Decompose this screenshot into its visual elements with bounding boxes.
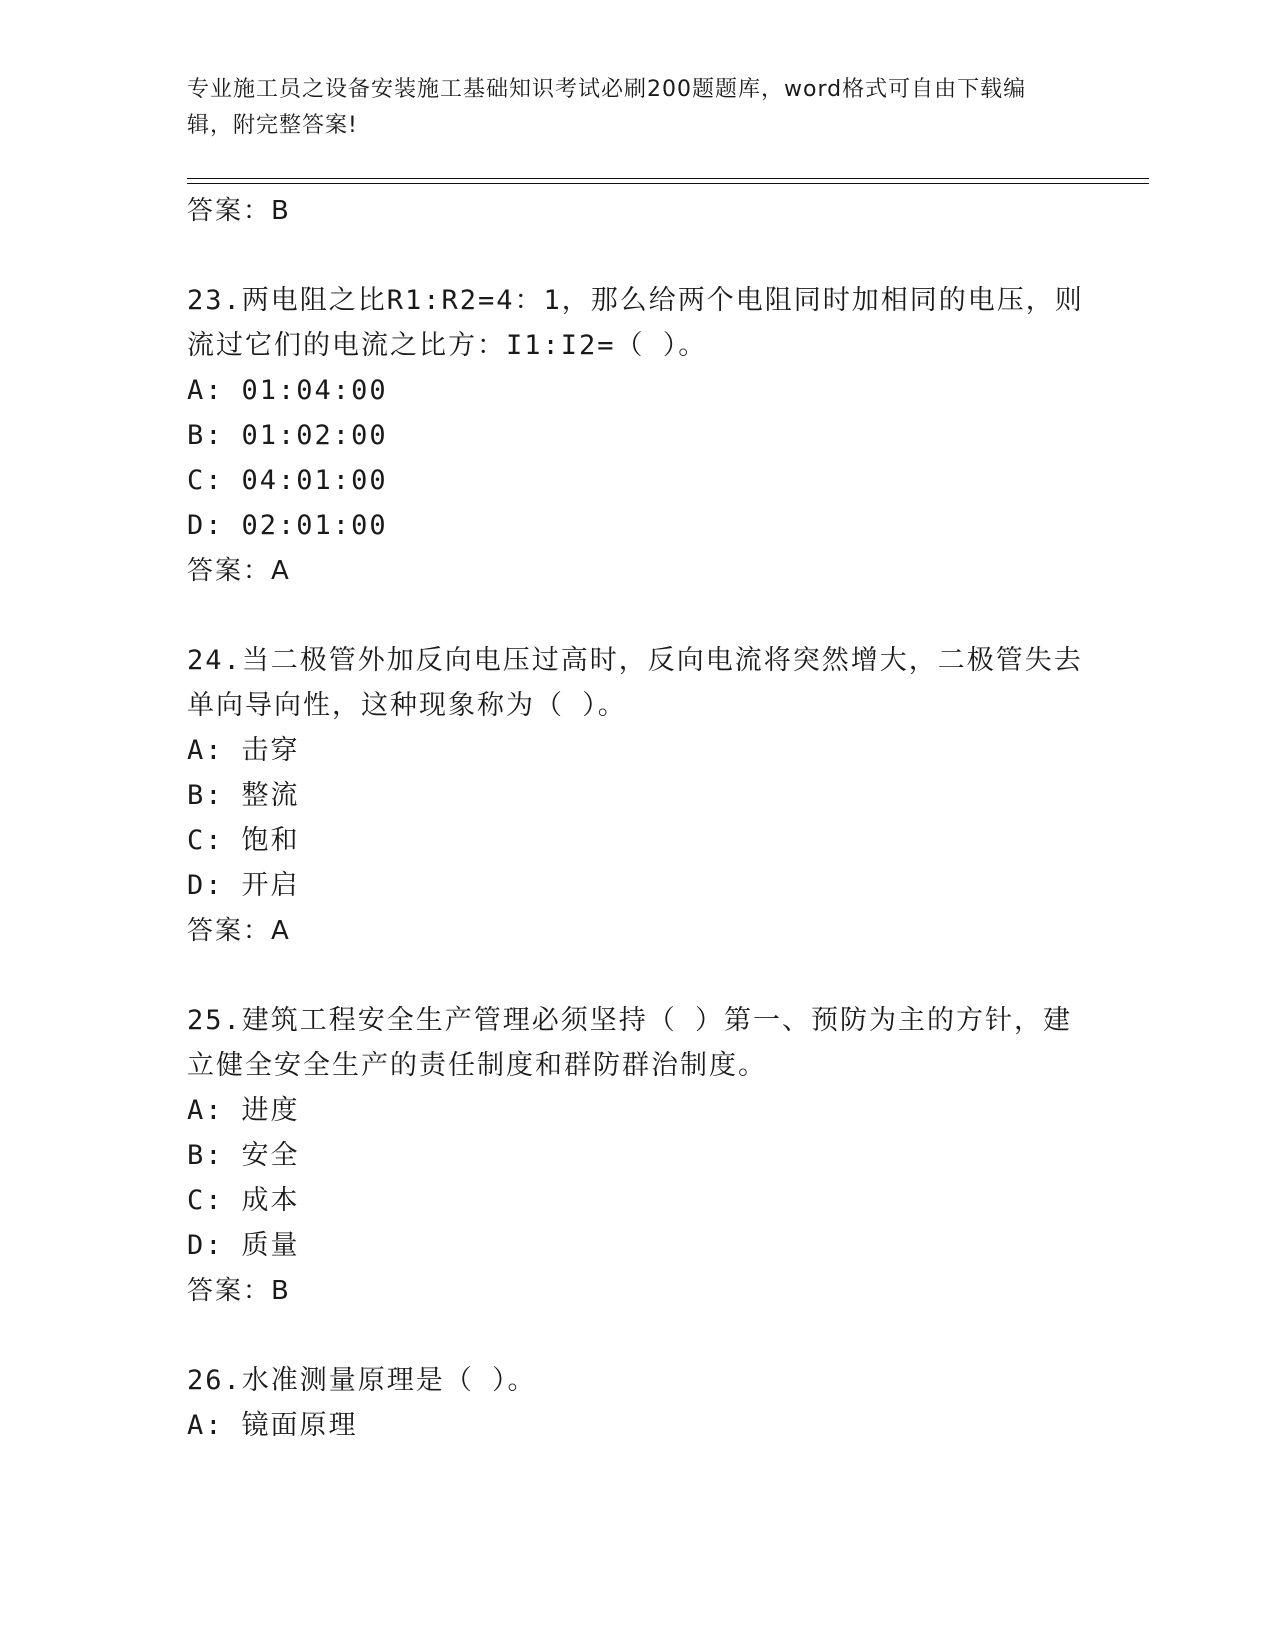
- option-b: [187, 413, 1087, 458]
- question-stem: 25.建筑工程安全生产管理必须坚持（ ）第一、预防为主的方针，建立健全安全生产的责任制度和群防群治制度。: [187, 1005, 1073, 1081]
- option-text: 01:02:00: [241, 420, 388, 451]
- question-block: [187, 1358, 1087, 1448]
- option-text: 02:01:00: [241, 510, 388, 541]
- option-c: [187, 818, 1087, 863]
- question-block: [187, 998, 1087, 1314]
- option-a: [187, 728, 1087, 773]
- answer-label: 答案：: [187, 556, 272, 586]
- answer-line: [187, 188, 1087, 234]
- answer-line: [187, 1268, 1087, 1314]
- header-title: 专业施工员之设备安装施工基础知识考试必刷200题题库，word格式可自由下载编辑，附完整答案!: [187, 77, 1027, 138]
- question-block: [187, 638, 1087, 954]
- option-key: B :: [187, 1140, 224, 1171]
- option-text: 饱和: [241, 825, 300, 856]
- option-text: 镜面原理: [241, 1410, 358, 1441]
- question-stem: 24.当二极管外加反向电压过高时，反向电流将突然增大，二极管失去单向导向性，这种现象称为（ ）。: [187, 645, 1083, 721]
- option-text: 质量: [241, 1230, 300, 1261]
- option-key: B :: [187, 420, 224, 451]
- option-text: 01:04:00: [241, 375, 388, 406]
- answer-value: B: [271, 196, 291, 226]
- option-key: A :: [187, 735, 224, 766]
- question-block: [187, 278, 1087, 594]
- option-key: C :: [187, 465, 224, 496]
- option-key: B :: [187, 780, 224, 811]
- option-text: 成本: [241, 1185, 300, 1216]
- option-c: [187, 1178, 1087, 1223]
- option-key: D :: [187, 870, 224, 901]
- answer-value: B: [271, 1276, 291, 1306]
- header-divider-top: [187, 178, 1149, 179]
- header-divider-bottom: [187, 183, 1149, 184]
- option-key: C :: [187, 1185, 224, 1216]
- option-text: 击穿: [241, 735, 300, 766]
- option-key: D :: [187, 510, 224, 541]
- option-a: [187, 1403, 1087, 1448]
- option-b: [187, 773, 1087, 818]
- option-a: [187, 1088, 1087, 1133]
- option-d: [187, 1223, 1087, 1268]
- option-text: 04:01:00: [241, 465, 388, 496]
- option-key: C :: [187, 825, 224, 856]
- document-header: [187, 72, 1067, 144]
- option-b: [187, 1133, 1087, 1178]
- option-d: [187, 863, 1087, 908]
- option-key: A :: [187, 1410, 224, 1441]
- answer-value: A: [271, 916, 291, 946]
- option-text: 开启: [241, 870, 300, 901]
- option-c: [187, 458, 1087, 503]
- answer-label: 答案：: [187, 1276, 272, 1306]
- option-a: [187, 368, 1087, 413]
- answer-label: 答案：: [187, 916, 272, 946]
- option-text: 进度: [241, 1095, 300, 1126]
- option-text: 安全: [241, 1140, 300, 1171]
- option-key: A :: [187, 1095, 224, 1126]
- question-stem: 26.水准测量原理是（ ）。: [187, 1365, 537, 1396]
- answer-label: 答案：: [187, 196, 272, 226]
- option-key: A :: [187, 375, 224, 406]
- answer-line: [187, 548, 1087, 594]
- option-text: 整流: [241, 780, 300, 811]
- option-key: D :: [187, 1230, 224, 1261]
- answer-line: [187, 908, 1087, 954]
- answer-value: A: [271, 556, 291, 586]
- question-list: [187, 188, 1087, 1448]
- question-stem: 23.两电阻之比R1:R2=4：1，那么给两个电阻同时加相同的电压，则流过它们的电流之比方：I1:I2=（ ）。: [187, 285, 1084, 361]
- option-d: [187, 503, 1087, 548]
